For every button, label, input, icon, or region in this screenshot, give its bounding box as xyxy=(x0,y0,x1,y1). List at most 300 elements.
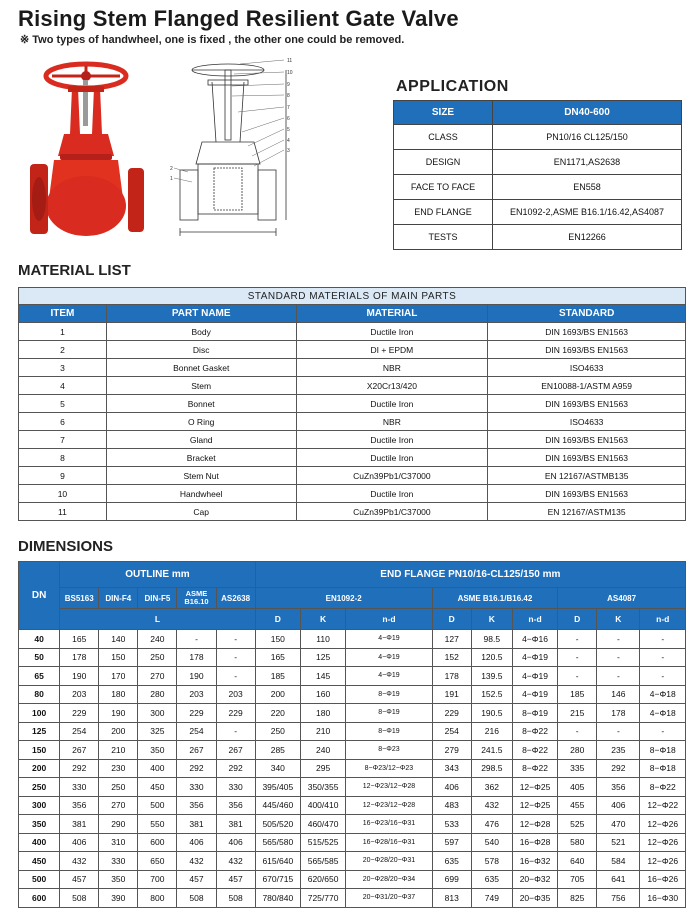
dimension-cell: 120.5 xyxy=(471,648,512,667)
material-part-name-cell: Bonnet Gasket xyxy=(106,359,296,377)
dimension-cell: 565/580 xyxy=(255,833,300,852)
material-row xyxy=(19,341,686,359)
dimension-cell: 139.5 xyxy=(471,667,512,686)
dimensions-row xyxy=(19,852,686,871)
outline-standard-header: DIN-F5 xyxy=(138,588,177,609)
dimension-cell: 356 xyxy=(177,796,216,815)
dimension-cell: 521 xyxy=(597,833,640,852)
dimension-cell: - xyxy=(640,722,686,741)
material-item-cell: 10 xyxy=(19,485,107,503)
application-value: EN1171,AS2638 xyxy=(493,150,682,175)
dimension-cell: - xyxy=(640,630,686,649)
application-row xyxy=(394,125,682,150)
dimension-cell: 362 xyxy=(471,778,512,797)
application-key: END FLANGE xyxy=(394,200,493,225)
material-material-cell: NBR xyxy=(296,359,488,377)
dimension-cell: 597 xyxy=(432,833,471,852)
dimensions-table xyxy=(18,561,686,908)
dimension-cell: 280 xyxy=(558,741,597,760)
dimension-cell: 455 xyxy=(558,796,597,815)
dn-cell: 40 xyxy=(19,630,60,649)
dimension-cell: 800 xyxy=(138,889,177,908)
dimensions-row xyxy=(19,870,686,889)
dimension-cell: 20−Φ32 xyxy=(512,870,557,889)
dimension-cell: 229 xyxy=(216,704,255,723)
application-header-row xyxy=(394,101,682,125)
dimension-cell: 450 xyxy=(138,778,177,797)
material-standard-cell: DIN 1693/BS EN1563 xyxy=(488,485,686,503)
dimension-cell: 140 xyxy=(99,630,138,649)
application-row xyxy=(394,200,682,225)
material-row xyxy=(19,503,686,521)
dimension-cell: 705 xyxy=(558,870,597,889)
dimension-cell: 279 xyxy=(432,741,471,760)
dimensions-row xyxy=(19,833,686,852)
dimension-cell: 230 xyxy=(99,759,138,778)
material-standard-cell: ISO4633 xyxy=(488,413,686,431)
dimension-cell: 12−Φ25 xyxy=(512,796,557,815)
dimension-cell: 4−Φ19 xyxy=(346,630,432,649)
dimensions-row xyxy=(19,796,686,815)
material-standard-cell: DIN 1693/BS EN1563 xyxy=(488,449,686,467)
dimension-cell: 432 xyxy=(471,796,512,815)
dimension-cell: 220 xyxy=(255,704,300,723)
dimension-cell: 8−Φ23/12−Φ23 xyxy=(346,759,432,778)
dimension-cell: 210 xyxy=(300,722,345,741)
dimension-cell: 180 xyxy=(99,685,138,704)
dn-cell: 150 xyxy=(19,741,60,760)
part-number-label: 7 xyxy=(287,105,290,111)
dimension-cell: 8−Φ18 xyxy=(640,741,686,760)
dimension-cell: 200 xyxy=(255,685,300,704)
dimension-cell: - xyxy=(558,648,597,667)
dimension-cell: 381 xyxy=(216,815,255,834)
dimension-cell: 203 xyxy=(60,685,99,704)
page-title: Rising Stem Flanged Resilient Gate Valve xyxy=(18,6,459,31)
dimension-cell: 267 xyxy=(177,741,216,760)
dimension-cell: 350/355 xyxy=(300,778,345,797)
dimension-cell: - xyxy=(558,722,597,741)
dimension-cell: 250 xyxy=(138,648,177,667)
material-header-cell: STANDARD xyxy=(488,305,686,323)
material-material-cell: Ductile Iron xyxy=(296,431,488,449)
dimension-cell: 298.5 xyxy=(471,759,512,778)
dimension-cell: 533 xyxy=(432,815,471,834)
dimension-cell: 16−Φ23/16−Φ31 xyxy=(346,815,432,834)
dimension-cell: 267 xyxy=(216,741,255,760)
dimension-cell: 8−Φ22 xyxy=(512,722,557,741)
material-item-cell: 8 xyxy=(19,449,107,467)
dimension-cell: 250 xyxy=(99,778,138,797)
dimension-cell: 4−Φ19 xyxy=(346,648,432,667)
dimension-cell: 525 xyxy=(558,815,597,834)
part-number-label: 1 xyxy=(170,176,173,182)
dn-cell: 400 xyxy=(19,833,60,852)
dimension-cell: 125 xyxy=(300,648,345,667)
dimension-cell: 8−Φ22 xyxy=(512,759,557,778)
material-row xyxy=(19,431,686,449)
application-key: DESIGN xyxy=(394,150,493,175)
flange-subheader: D xyxy=(558,609,597,630)
dimension-cell: 292 xyxy=(60,759,99,778)
dimension-cell: 16−Φ28/16−Φ31 xyxy=(346,833,432,852)
end-flange-header: END FLANGE PN10/16-CL125/150 mm xyxy=(255,562,685,588)
part-number-label: 10 xyxy=(287,70,293,76)
material-part-name-cell: Bonnet xyxy=(106,395,296,413)
dimension-cell: 641 xyxy=(597,870,640,889)
part-number-label: 6 xyxy=(287,116,290,122)
flange-group-header: ASME B16.1/B16.42 xyxy=(432,588,558,609)
dimension-cell: 16−Φ32 xyxy=(512,852,557,871)
dimension-cell: 330 xyxy=(177,778,216,797)
dimension-cell: 749 xyxy=(471,889,512,908)
dimension-cell: 165 xyxy=(60,630,99,649)
material-material-cell: NBR xyxy=(296,413,488,431)
dimension-cell: - xyxy=(216,667,255,686)
material-part-name-cell: Bracket xyxy=(106,449,296,467)
dimension-cell: 780/840 xyxy=(255,889,300,908)
material-part-name-cell: O Ring xyxy=(106,413,296,431)
dimension-cell: 400/410 xyxy=(300,796,345,815)
dimension-cell: 285 xyxy=(255,741,300,760)
material-material-cell: Ductile Iron xyxy=(296,323,488,341)
part-number-label: 5 xyxy=(287,127,290,133)
dimension-cell: 8−Φ19 xyxy=(346,722,432,741)
dimension-cell: 185 xyxy=(558,685,597,704)
material-item-cell: 6 xyxy=(19,413,107,431)
valve-section-drawing xyxy=(168,52,308,252)
flange-group-header: AS4087 xyxy=(558,588,686,609)
dn-header: DN xyxy=(19,562,60,630)
dimension-cell: 700 xyxy=(138,870,177,889)
dimension-cell: 457 xyxy=(177,870,216,889)
dimension-cell: 8−Φ19 xyxy=(512,704,557,723)
dimension-cell: - xyxy=(216,648,255,667)
dimension-cell: 215 xyxy=(558,704,597,723)
dimension-cell: 270 xyxy=(138,667,177,686)
dimension-cell: 190 xyxy=(177,667,216,686)
dimension-cell: 250 xyxy=(255,722,300,741)
flange-subheader: D xyxy=(432,609,471,630)
dn-cell: 50 xyxy=(19,648,60,667)
material-part-name-cell: Gland xyxy=(106,431,296,449)
dimension-cell: 580 xyxy=(558,833,597,852)
material-header-cell: PART NAME xyxy=(106,305,296,323)
application-value: DN40-600 xyxy=(493,101,682,125)
dimension-cell: 280 xyxy=(138,685,177,704)
application-row xyxy=(394,225,682,250)
dimension-cell: 699 xyxy=(432,870,471,889)
dimension-cell: 8−Φ19 xyxy=(346,704,432,723)
material-part-name-cell: Stem Nut xyxy=(106,467,296,485)
dimension-cell: 4−Φ19 xyxy=(346,667,432,686)
dimension-cell: - xyxy=(558,667,597,686)
dimension-cell: 152.5 xyxy=(471,685,512,704)
application-value: EN1092-2,ASME B16.1/16.42,AS4087 xyxy=(493,200,682,225)
length-header: L xyxy=(60,609,256,630)
dimension-cell: 150 xyxy=(255,630,300,649)
material-row xyxy=(19,485,686,503)
dimension-cell: - xyxy=(597,667,640,686)
dimension-cell: 445/460 xyxy=(255,796,300,815)
dimension-cell: 229 xyxy=(177,704,216,723)
dimension-cell: 12−Φ28 xyxy=(512,815,557,834)
dimension-cell: 600 xyxy=(138,833,177,852)
material-standard-cell: DIN 1693/BS EN1563 xyxy=(488,431,686,449)
material-row xyxy=(19,323,686,341)
dimension-cell: 330 xyxy=(99,852,138,871)
dimension-cell: 203 xyxy=(177,685,216,704)
outline-standard-header: BS5163 xyxy=(60,588,99,609)
dimension-cell: 395/405 xyxy=(255,778,300,797)
material-standard-cell: DIN 1693/BS EN1563 xyxy=(488,341,686,359)
dimension-cell: 813 xyxy=(432,889,471,908)
flange-group-header: EN1092-2 xyxy=(255,588,432,609)
dimensions-row xyxy=(19,722,686,741)
dimension-cell: - xyxy=(216,630,255,649)
application-title: APPLICATION xyxy=(396,78,509,95)
dimension-cell: 240 xyxy=(138,630,177,649)
dimension-cell: 292 xyxy=(597,759,640,778)
dn-cell: 125 xyxy=(19,722,60,741)
dimension-cell: 20−Φ35 xyxy=(512,889,557,908)
dimension-cell: 267 xyxy=(60,741,99,760)
dimension-cell: 180 xyxy=(300,704,345,723)
material-header-cell: ITEM xyxy=(19,305,107,323)
material-part-name-cell: Handwheel xyxy=(106,485,296,503)
material-standard-cell: ISO4633 xyxy=(488,359,686,377)
dimension-cell: 635 xyxy=(471,870,512,889)
dimension-cell: 650 xyxy=(138,852,177,871)
dimension-cell: 406 xyxy=(216,833,255,852)
dimension-cell: 12−Φ23/12−Φ28 xyxy=(346,796,432,815)
dimension-cell: 178 xyxy=(60,648,99,667)
dimension-cell: 356 xyxy=(216,796,255,815)
dimension-cell: 12−Φ22 xyxy=(640,796,686,815)
dn-cell: 200 xyxy=(19,759,60,778)
dimension-cell: 160 xyxy=(300,685,345,704)
dimension-cell: 241.5 xyxy=(471,741,512,760)
material-item-cell: 7 xyxy=(19,431,107,449)
dimension-cell: 406 xyxy=(432,778,471,797)
dimension-cell: 12−Φ26 xyxy=(640,833,686,852)
dn-cell: 250 xyxy=(19,778,60,797)
dimension-cell: 550 xyxy=(138,815,177,834)
dimension-cell: 12−Φ26 xyxy=(640,852,686,871)
dimensions-row xyxy=(19,704,686,723)
dimension-cell: 508 xyxy=(216,889,255,908)
material-material-cell: Ductile Iron xyxy=(296,395,488,413)
dimension-cell: 578 xyxy=(471,852,512,871)
material-table xyxy=(18,287,686,521)
dimension-cell: 4−Φ18 xyxy=(640,704,686,723)
material-item-cell: 3 xyxy=(19,359,107,377)
dimension-cell: 8−Φ19 xyxy=(346,685,432,704)
material-row xyxy=(19,395,686,413)
material-standard-cell: EN 12167/ASTMB135 xyxy=(488,467,686,485)
dn-cell: 100 xyxy=(19,704,60,723)
material-row xyxy=(19,449,686,467)
dimension-cell: 343 xyxy=(432,759,471,778)
dimension-cell: 505/520 xyxy=(255,815,300,834)
dimension-cell: 191 xyxy=(432,685,471,704)
dimension-cell: 825 xyxy=(558,889,597,908)
dimension-cell: 290 xyxy=(99,815,138,834)
material-part-name-cell: Body xyxy=(106,323,296,341)
dimension-cell: 330 xyxy=(216,778,255,797)
material-item-cell: 11 xyxy=(19,503,107,521)
dimension-cell: 152 xyxy=(432,648,471,667)
material-item-cell: 9 xyxy=(19,467,107,485)
dimension-cell: 16−Φ26 xyxy=(640,870,686,889)
dimension-cell: - xyxy=(597,630,640,649)
application-value: PN10/16 CL125/150 xyxy=(493,125,682,150)
dn-cell: 65 xyxy=(19,667,60,686)
material-row xyxy=(19,467,686,485)
dimension-cell: - xyxy=(597,722,640,741)
application-value: EN12266 xyxy=(493,225,682,250)
dimension-cell: 170 xyxy=(99,667,138,686)
dimension-cell: 4−Φ16 xyxy=(512,630,557,649)
dimension-cell: 98.5 xyxy=(471,630,512,649)
dimension-cell: 670/715 xyxy=(255,870,300,889)
dimensions-row xyxy=(19,778,686,797)
dimension-cell: 400 xyxy=(138,759,177,778)
dimensions-row xyxy=(19,685,686,704)
dimensions-row xyxy=(19,889,686,908)
flange-subheader: K xyxy=(300,609,345,630)
dimension-cell: 110 xyxy=(300,630,345,649)
material-item-cell: 2 xyxy=(19,341,107,359)
outline-header: OUTLINE mm xyxy=(60,562,256,588)
valve-photo xyxy=(24,56,154,246)
dimension-cell: 270 xyxy=(99,796,138,815)
application-key: SIZE xyxy=(394,101,493,125)
dimension-cell: 356 xyxy=(60,796,99,815)
dimension-cell: 335 xyxy=(558,759,597,778)
dimension-cell: 4−Φ19 xyxy=(512,648,557,667)
outline-standard-header: DIN-F4 xyxy=(99,588,138,609)
application-value: EN558 xyxy=(493,175,682,200)
dimension-cell: 295 xyxy=(300,759,345,778)
dimension-cell: 12−Φ25 xyxy=(512,778,557,797)
dimension-cell: 235 xyxy=(597,741,640,760)
material-material-cell: Ductile Iron xyxy=(296,485,488,503)
dimension-cell: 229 xyxy=(60,704,99,723)
dimensions-row xyxy=(19,630,686,649)
application-row xyxy=(394,150,682,175)
part-number-label: 8 xyxy=(287,93,290,99)
dimension-cell: 254 xyxy=(60,722,99,741)
dimension-cell: 178 xyxy=(432,667,471,686)
dimension-cell: 432 xyxy=(216,852,255,871)
dimension-cell: 4−Φ18 xyxy=(640,685,686,704)
dimension-cell: - xyxy=(216,722,255,741)
material-caption-row xyxy=(19,288,686,305)
flange-subheader: K xyxy=(471,609,512,630)
dimension-cell: - xyxy=(640,667,686,686)
dimension-cell: - xyxy=(597,648,640,667)
dimension-cell: 635 xyxy=(432,852,471,871)
dimension-cell: 12−Φ23/12−Φ28 xyxy=(346,778,432,797)
material-standard-cell: DIN 1693/BS EN1563 xyxy=(488,323,686,341)
dimension-cell: 406 xyxy=(60,833,99,852)
material-standard-cell: EN10088-1/ASTM A959 xyxy=(488,377,686,395)
application-key: FACE TO FACE xyxy=(394,175,493,200)
dimension-cell: 460/470 xyxy=(300,815,345,834)
dimension-cell: 540 xyxy=(471,833,512,852)
dimension-cell: 432 xyxy=(60,852,99,871)
outline-standard-header: ASME B16.10 xyxy=(177,588,216,609)
dimension-cell: 20−Φ28/20−Φ31 xyxy=(346,852,432,871)
dn-cell: 350 xyxy=(19,815,60,834)
application-key: CLASS xyxy=(394,125,493,150)
outline-standard-header: AS2638 xyxy=(216,588,255,609)
dimensions-row xyxy=(19,648,686,667)
application-row xyxy=(394,175,682,200)
material-material-cell: X20Cr13/420 xyxy=(296,377,488,395)
dimension-cell: - xyxy=(558,630,597,649)
dimension-cell: 127 xyxy=(432,630,471,649)
dimension-cell: 20−Φ31/20−Φ37 xyxy=(346,889,432,908)
dimension-cell: 620/650 xyxy=(300,870,345,889)
dn-cell: 300 xyxy=(19,796,60,815)
dimension-cell: 584 xyxy=(597,852,640,871)
page-subtitle: ※ Two types of handwheel, one is fixed , the other one could be removed. xyxy=(20,34,405,46)
dimension-cell: 340 xyxy=(255,759,300,778)
dimension-cell: 350 xyxy=(99,870,138,889)
dimension-cell: 8−Φ23 xyxy=(346,741,432,760)
flange-subheader: K xyxy=(597,609,640,630)
material-material-cell: CuZn39Pb1/C37000 xyxy=(296,503,488,521)
dimension-cell: 20−Φ28/20−Φ34 xyxy=(346,870,432,889)
dimension-cell: 330 xyxy=(60,778,99,797)
dimension-cell: 8−Φ22 xyxy=(512,741,557,760)
flange-subheader: D xyxy=(255,609,300,630)
material-row xyxy=(19,359,686,377)
dimension-cell: 203 xyxy=(216,685,255,704)
part-number-label: 11 xyxy=(287,58,293,64)
dimensions-row xyxy=(19,741,686,760)
material-row xyxy=(19,413,686,431)
flange-subheader: n-d xyxy=(512,609,557,630)
dimension-cell: 254 xyxy=(177,722,216,741)
dn-cell: 600 xyxy=(19,889,60,908)
part-number-label: 2 xyxy=(170,166,173,172)
dimension-cell: 190 xyxy=(60,667,99,686)
flange-subheader: n-d xyxy=(640,609,686,630)
dimension-cell: 406 xyxy=(177,833,216,852)
dimension-cell: 432 xyxy=(177,852,216,871)
part-number-label: 9 xyxy=(287,82,290,88)
material-item-cell: 1 xyxy=(19,323,107,341)
dimension-cell: 457 xyxy=(60,870,99,889)
material-part-name-cell: Disc xyxy=(106,341,296,359)
dimension-cell: 8−Φ22 xyxy=(640,778,686,797)
dimension-cell: 292 xyxy=(216,759,255,778)
material-material-cell: DI + EPDM xyxy=(296,341,488,359)
dimension-cell: 240 xyxy=(300,741,345,760)
dimension-cell: 515/525 xyxy=(300,833,345,852)
dimensions-unit-row xyxy=(19,609,686,630)
dimension-cell: 406 xyxy=(597,796,640,815)
dimension-cell: 229 xyxy=(432,704,471,723)
dimension-cell: 310 xyxy=(99,833,138,852)
dimension-cell: 405 xyxy=(558,778,597,797)
dimension-cell: 483 xyxy=(432,796,471,815)
material-item-cell: 5 xyxy=(19,395,107,413)
dn-cell: 450 xyxy=(19,852,60,871)
